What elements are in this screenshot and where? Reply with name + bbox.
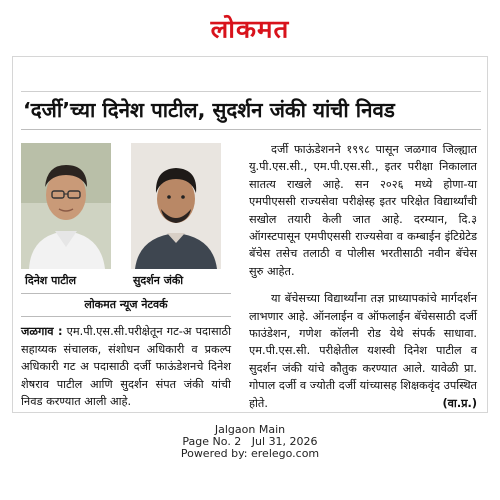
top-rule bbox=[21, 91, 481, 92]
body-column bbox=[249, 141, 477, 412]
headline: ‘दर्जी’च्या दिनेश पाटील, सुदर्शन जंकी यांची निवड bbox=[23, 98, 395, 122]
photo-dinesh-patil bbox=[21, 143, 111, 269]
byline: लोकमत न्यूज नेटवर्क bbox=[21, 293, 231, 317]
masthead bbox=[0, 0, 500, 56]
footer-powered-by: Powered by: erelego.com bbox=[180, 447, 320, 460]
signature: (वा.प्र.) bbox=[442, 396, 477, 410]
lead-paragraph bbox=[21, 323, 231, 411]
body-paragraph-1: दर्जी फाऊंडेशनने १९९८ पासून जळगाव जिल्ह्यात यु.पी.एस.सी., एम.पी.एस.सी., इतर परीक्षा निकालात सातत्य राखले आहे. सन २०२६ मध्ये होणा-या एमपीएससी राज्यसेवा परीक्षेस्ह इतर परिक्षेत विद्यार्थ्यांची सखोल तयारी केली जात आहे. दरम्यान, दि.३ ऑगस्टपासून एमपीएससी राज्यसेवा व कम्बाईन इंटिग्रेटेड बॅचेस तसेच तलाठी व पोलीस भरतीसाठी नवीन बॅचेस सुरु आहेत. bbox=[249, 143, 477, 278]
lokmat-logo: लोकमत bbox=[210, 15, 290, 45]
footer-page-date: Page No. 2 Jul 31, 2026 bbox=[182, 435, 318, 448]
lead-text: एम.पी.एस.सी.परीक्षेतून गट-अ पदासाठी सहाय्यक संचालक, संशोधन अधिकारी व प्रकल्प अधिकारी गट अ पदासाठी दर्जी फाऊंडेशनचे दिनेश शेषराव पाटील आणि सुदर्शन संपत जंकी यांची निवड करण्यात आली आहे. bbox=[21, 325, 231, 408]
body-paragraph-2-text: या बॅचेसच्या विद्यार्थ्यांना तज्ञ प्राध्यापकांचे मार्गदर्शन लाभणार आहे. ऑनलाईन व ऑफलाईन बॅचेससाठी दर्जी फाउंडेशन, गणेश कॉलनी रोड येथे संपर्क साधावा. एम.पी.एस.सी. परीक्षेतील यशस्वी दिनेश पाटील व सुदर्शन जंकी यांचे कौतुक करण्यात आले. यावेळी प्रा. गोपाल दर्जी व ज्योती दर्जी यांच्यासह शिक्षकवृंद उपस्थित होते. bbox=[249, 292, 477, 410]
portrait-2-image bbox=[131, 143, 221, 269]
photo-caption-1: दिनेश पाटील bbox=[25, 274, 77, 287]
portrait-1-image bbox=[21, 143, 111, 269]
footer-edition: Jalgaon Main bbox=[214, 423, 286, 436]
footer bbox=[0, 424, 500, 460]
headline-rule bbox=[21, 129, 481, 130]
photo-sudarshan-janki bbox=[131, 143, 221, 269]
photo-caption-2: सुदर्शन जंकी bbox=[133, 274, 184, 287]
dateline: जळगाव : bbox=[21, 325, 63, 338]
body-paragraph-2 bbox=[249, 290, 477, 412]
news-clipping bbox=[12, 56, 488, 413]
